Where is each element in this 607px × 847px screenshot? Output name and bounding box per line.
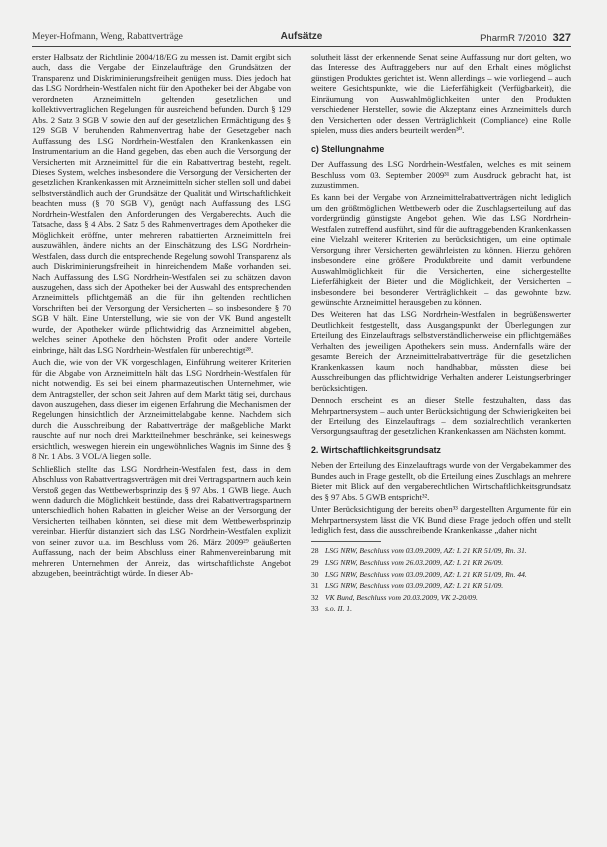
body-paragraph: Schließlich stellte das LSG Nordrhein-Westfalen fest, dass in dem Abschluss von Rabattvertragsverträgen mit drei Vertragspartnern auch kein Verstoß gegen das Wettbewerbsprinzip des § 97 Abs. 1 GWB liege. Auch wenn dadurch die Möglichkeit bestünde, dass drei Rabattvertragspartnern unterschiedlich hohen Rabatten in gleicher Weise an der Versorgung der Versicherten teilhaben könnten, sei diese mit dem Wettbewerbsprinzip vereinbar. Hierfür distanziert sich das LSG Nordrhein-Westfalen explizit von seiner zuvor u.a. im Beschluss vom 26. März 2009²⁹ geäußerten Auffassung, nach der beim Abschluss einer Rahmenvereinbarung mit mehreren Unternehmen der Anreiz, das wirtschaftlichste Angebot abzugeben, beeinträchtigt würde. In dieser Ab- [32, 463, 291, 579]
body-paragraph: solutheit lässt der erkennende Senat seine Auffassung nur dort gelten, wo das Interesse des Auftraggebers nur auf den Erhalt eines möglichst günstigen Produktes gerichtet ist. Wenn allerdings – wie vorliegend – auch weitere Gesichtspunkte, wie die Lieferfähigkeit (Verfügbarkeit), die Einräumung von Auswahlmöglichkeiten unter den Produkten verschiedener Hersteller, sowie die Akzeptanz eines Arzneimittels durch den Versicherten oder dessen Verträglichkeit (Compliance) eine Rolle spielen, muss dies anders beurteilt werden³⁰. [311, 52, 571, 136]
footnote-number: 28 [311, 546, 319, 556]
footnotes [311, 546, 571, 614]
body-paragraph: Auch die, wie von der VK vorgeschlagen, Einführung weiterer Kriterien für die Abgabe von Arzneimitteln hält das LSG Nordrhein-Westfalen für nicht notwendig. Es sei bei einem pharmazeutischen Unternehmer, wie dem Antragsteller, der schon seit Jahren auf dem Markt tätig sei, durchaus davon auszugehen, dass dieser im eigenen Erfahrung die Mechanismen der Regelungen hinsichtlich der Arzneimittelabgabe kenne. Nachdem sich durch die Ausschreibung der Rabattverträge der maßgebliche Markt rauschte auf nur noch drei Marktteilnehmer beschränke, sei keineswegs ersichtlich, weswegen hierein ein ungewöhnliches Wagnis im Sinne des § 8 Nr. 1 Abs. 3 VOL/A liegen solle. [32, 357, 291, 462]
footnote-number: 29 [311, 558, 319, 568]
footnote-rule [311, 541, 381, 542]
left-column [32, 52, 291, 581]
footnote-text: LSG NRW, Beschluss vom 03.09.2009, AZ: L 21 KR 51/09. [325, 581, 504, 591]
footnote-number: 31 [311, 581, 319, 591]
header-authors: Meyer-Hofmann, Weng, Rabattverträge [32, 32, 183, 42]
body-paragraph: erster Halbsatz der Richtlinie 2004/18/EG zu messen ist. Damit ergibt sich auch, dass die Vergabe der Einzelaufträge den Grundsätzen der Transparenz und Diskriminierungsfreiheit genügen muss. Dies jedoch hat das LSG Nordrhein-Westfalen nicht für den Apotheker bei der Abgabe von verordneten Arzneimitteln geltenden gesetzlichen und kollektivvertraglichen Regelungen für ausreichend befunden. Durch § 129 Abs. 2 Satz 3 SGB V sowie den auf der gesetzlichen Ermächtigung des § 129 SGB V beruhenden Rahmenvertrag habe der Gesetzgeber nach Auffassung des LSG Nordrhein-Westfalen den Krankenkassen ein Instrumentarium an die Hand gegeben, das eben auch die Versorgung der Versicherten mit Arzneimittel für die ein Rabattvertrag besteht, regelt. Dieses System, welches insbesondere die Versorgung der Versicherten der gesetzlichen Krankenkassen mit Arzneimitteln sicher stellen soll und dabei selbstverständlich auch der Grundsätze der Qualität und Wirtschaftlichkeit beachten muss (§ 70 SGB V), genügt nach Auffassung des LSG Nordrhein-Westfalen den Anforderungen des Vergaberechts. Auch die Tatsache, dass § 4 Abs. 2 Satz 5 des Rahmenvertrages dem Apotheker die Möglichkeit eröffne, unter mehreren rabattierten Arzneimitteln frei auszuwählen, ändere nichts an der Einschätzung des LSG Nordrhein-Westfalen, dass durch die entsprechende Regelung sowohl Transparenz als auch Diskriminierungsfreiheit in hinreichendem Maße vorhanden sei. Nach Auffassung des LSG Nordrhein-Westfalen sei zu schätzen davon auszugehen, dass sich der Apotheker bei der Auswahl des entsprechenden Arzneimittels pflichtgemäß an die für ihn geltenden rechtlichen Vorschriften bei der Versorgung der Versicherten – so insbesondere § 70 SGB V hält. Eine Unterstellung, wie sie von der VK Bund angestellt wurde, der Apotheker würde pflichtwidrig das Arzneimittel abgeben, welches seiner Apotheke den höchsten Profit oder andere Vorteile einbringe, hält das LSG Nordrhein-Westfalen für unberechtigt²⁸. [32, 52, 291, 355]
body-paragraph: Der Auffassung des LSG Nordrhein-Westfalen, welches es mit seinem Beschluss vom 03. September 2009³¹ zum Ausdruck gebracht hat, ist zuzustimmen. [311, 159, 571, 190]
right-column [311, 52, 571, 616]
footnote [311, 581, 571, 591]
body-paragraph: Des Weiteren hat das LSG Nordrhein-Westfalen in begrüßenswerter Deutlichkeit festgestellt, dass Ausgangspunkt der Überlegungen zur Erteilung des Einzelauftrags selbstverständlicherweise ein pflichtgemäßes Verhalten des jeweiligen Apothekers sein muss. Andernfalls wäre der gesamte Bereich der Arzneimittelrabattverträge für die gesetzlichen Krankenkassen kaum noch handhabbar, müssten diese bei Ausschreibungen das pflichtwidrige Verhalten anderer Leistungserbringer berücksichtigen. [311, 309, 571, 393]
running-header [32, 30, 571, 46]
body-paragraph: Dennoch erscheint es an dieser Stelle festzuhalten, dass das Mehrpartnersystem – auch unter Berücksichtigung der Schwierigkeiten bei der Erteilung des Einzelauftrags – dem sozialrechtlich verankerten Versorgungsauftrag der gesetzlichen Krankenkassen am Nächsten kommt. [311, 395, 571, 437]
footnote [311, 570, 571, 580]
footnote-text: LSG NRW, Beschluss vom 03.09.2009, AZ: L 21 KR 51/09, Rn. 31. [325, 546, 527, 556]
body-paragraph: Es kann bei der Vergabe von Arzneimittelrabattverträgen nicht lediglich um den größtmöglichen Wettbewerb oder die Zuschlagserteilung auf das vordergründig günstigste Angebot gehen. Wie das LSG Nordrhein-Westfalen zutreffend ausführt, sind für die auftraggebenden Krankenkassen eine Vielzahl weiterer Kriterien zu berücksichtigen, um eine optimale Versorgung ihrer Versicherten gewährleisten zu können. Hierzu gehören insbesondere eine größere Produktbreite und damit verbundene Auswahlmöglichkeit für die Versicherten, eine sichergestellte Lieferfähigkeit der Bieter und die Möglichkeit, der Versicherten – insbesondere bei besonderer Verträglichkeit – das gewohnte bzw. gewünschte Arzneimittel herausgeben zu können. [311, 192, 571, 307]
footnote-number: 33 [311, 604, 319, 614]
footnote-text: VK Bund, Beschluss vom 20.03.2009, VK 2-20/09. [325, 592, 478, 602]
footnote-text: s.o. II. 1. [325, 604, 352, 614]
footnote [311, 558, 571, 568]
footnote-text: LSG NRW, Beschluss vom 03.09.2009, AZ: L 21 KR 51/09, Rn. 44. [325, 569, 527, 579]
footnote-number: 30 [311, 569, 319, 579]
journal-issue: PharmR 7/2010 [480, 33, 547, 44]
body-paragraph: Unter Berücksichtigung der bereits oben³³ dargestellten Argumente für ein Mehrpartnersystem lässt die VK Bund diese Frage jedoch offen und stellt lediglich fest, dass die ausschreibende Krankenkasse „daher nicht [311, 504, 571, 536]
footnote-number: 32 [311, 592, 319, 602]
section-heading: c) Stellungnahme [311, 143, 385, 154]
section-heading: 2. Wirtschaftlichkeitsgrundsatz [311, 444, 441, 455]
footnote [311, 604, 571, 614]
footnote [311, 546, 571, 556]
header-rule [32, 46, 571, 47]
header-section: Aufsätze [280, 31, 323, 42]
footnote-text: LSG NRW, Beschluss vom 26.03.2009, AZ: L 21 KR 26/09. [325, 558, 504, 568]
header-journal [480, 32, 571, 44]
footnote [311, 593, 571, 603]
page-number: 327 [552, 32, 571, 44]
body-paragraph: Neben der Erteilung des Einzelauftrags wurde von der Vergabekammer des Bundes auch in Frage gestellt, ob die Erteilung eines Zuschlags an mehrere Bieter mit Blick auf den vergaberechtlichen Wirtschaftlichkeitsgrundsatz des § 97 Abs. 5 GWB entspricht³². [311, 460, 571, 502]
